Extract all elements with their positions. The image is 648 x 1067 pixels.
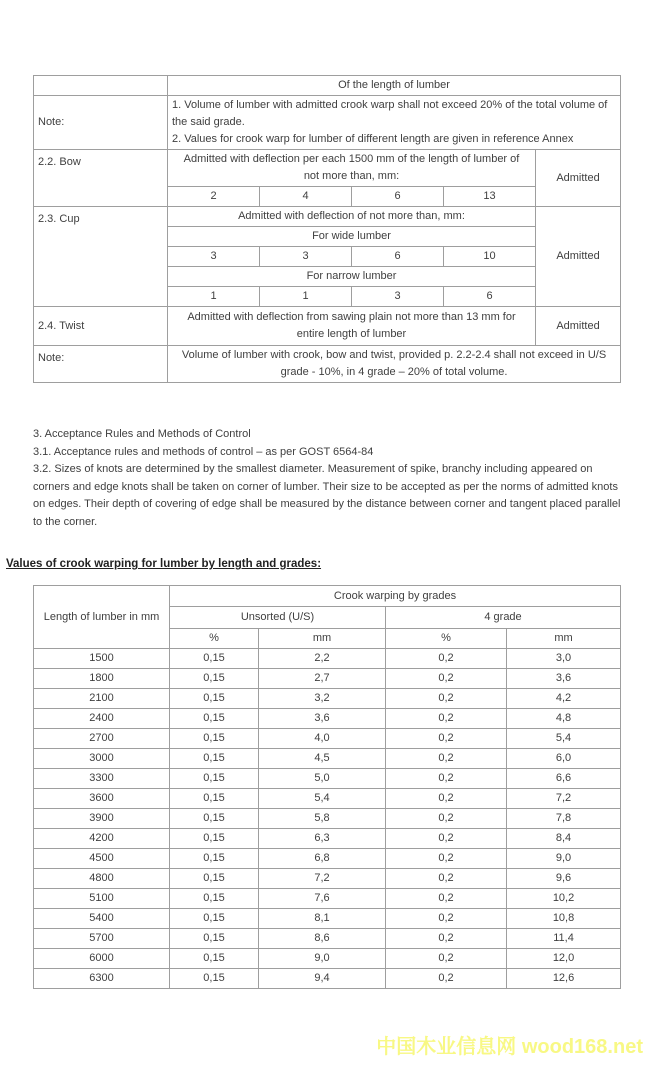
- table-cell: 0,15: [170, 669, 259, 689]
- section-3-1: 3.1. Acceptance rules and methods of control – as per GOST 6564-84: [33, 445, 374, 458]
- table-row: [34, 829, 621, 849]
- table-cell: 0,15: [170, 809, 259, 829]
- table-cell: 0,15: [170, 849, 259, 869]
- section-3-title: 3. Acceptance Rules and Methods of Control: [33, 428, 251, 440]
- table-row: [34, 809, 621, 829]
- table-cell: 5100: [34, 889, 170, 909]
- spec-row-note2: [34, 346, 621, 383]
- spec-bow-value: 6: [352, 187, 444, 207]
- spec-row-length: [34, 76, 621, 96]
- table-cell: 6000: [34, 949, 170, 969]
- spec-cup-wide-value: 3: [168, 247, 260, 267]
- crook-header-row-1: [34, 586, 621, 607]
- spec-table: [33, 75, 621, 383]
- table-cell: 0,2: [386, 689, 507, 709]
- table-row: [34, 689, 621, 709]
- spec-row-note1: [34, 96, 621, 150]
- table-cell: 0,2: [386, 909, 507, 929]
- table-cell: 0,15: [170, 649, 259, 669]
- table-cell: 8,6: [259, 929, 386, 949]
- table-row: [34, 769, 621, 789]
- section-3-text: [33, 426, 621, 531]
- spec-bow-value: 13: [444, 187, 536, 207]
- table-cell: 3,6: [259, 709, 386, 729]
- table-cell: 9,0: [507, 849, 621, 869]
- table-cell: 5,0: [259, 769, 386, 789]
- unit-percent-header: %: [386, 629, 507, 649]
- table-cell: 6,6: [507, 769, 621, 789]
- table-cell: 3,6: [507, 669, 621, 689]
- table-cell: 0,2: [386, 669, 507, 689]
- table-cell: 0,2: [386, 769, 507, 789]
- table-cell: 5700: [34, 929, 170, 949]
- unit-percent-header: %: [170, 629, 259, 649]
- spec-cup-narrow-value: 3: [352, 287, 444, 307]
- table-cell: 0,2: [386, 789, 507, 809]
- spec-cup-desc: Admitted with deflection of not more than, mm:: [168, 207, 536, 227]
- table-cell: 4,8: [507, 709, 621, 729]
- crook-table: [33, 585, 621, 989]
- table-cell: 4,0: [259, 729, 386, 749]
- table-cell: 1800: [34, 669, 170, 689]
- unit-mm-header: mm: [259, 629, 386, 649]
- table-row: [34, 869, 621, 889]
- spec-cup-label: 2.3. Cup: [34, 207, 168, 307]
- spec-row-twist: [34, 307, 621, 346]
- spec-bow-admitted: Admitted: [536, 150, 621, 207]
- table-cell: 0,2: [386, 749, 507, 769]
- table-cell: 0,15: [170, 969, 259, 989]
- crook-grades-header: Crook warping by grades: [170, 586, 621, 607]
- table-cell: 5400: [34, 909, 170, 929]
- table-cell: 0,2: [386, 649, 507, 669]
- spec-cup-wide-value: 3: [260, 247, 352, 267]
- table-cell: 7,2: [507, 789, 621, 809]
- spec-note1-label: Note:: [34, 96, 168, 150]
- table-cell: 2100: [34, 689, 170, 709]
- table-cell: 0,2: [386, 969, 507, 989]
- table-cell: 0,15: [170, 929, 259, 949]
- table-cell: 0,15: [170, 769, 259, 789]
- table-cell: 6,8: [259, 849, 386, 869]
- unit-mm-header: mm: [507, 629, 621, 649]
- table-cell: 0,15: [170, 829, 259, 849]
- crook-unsorted-header: Unsorted (U/S): [170, 607, 386, 629]
- crook-table-body: [34, 649, 621, 989]
- table-cell: 0,2: [386, 869, 507, 889]
- table-row: [34, 749, 621, 769]
- table-cell: 0,2: [386, 709, 507, 729]
- watermark-text: 中国木业信息网 wood168.net: [376, 1036, 643, 1058]
- spec-twist-desc: Admitted with deflection from sawing plain not more than 13 mm for entire length of lumber: [168, 307, 536, 346]
- table-cell: 7,2: [259, 869, 386, 889]
- spec-twist-admitted: Admitted: [536, 307, 621, 346]
- table-cell: 4200: [34, 829, 170, 849]
- table-cell: 0,15: [170, 949, 259, 969]
- spec-length-header: Of the length of lumber: [168, 76, 621, 96]
- table-cell: 3900: [34, 809, 170, 829]
- table-cell: 4,5: [259, 749, 386, 769]
- spec-cup-wide-value: 10: [444, 247, 536, 267]
- table-row: [34, 789, 621, 809]
- spec-cup-wide-label: For wide lumber: [168, 227, 536, 247]
- spec-bow-value: 2: [168, 187, 260, 207]
- table-cell: 9,4: [259, 969, 386, 989]
- table-cell: 2400: [34, 709, 170, 729]
- spec-note1-text: [168, 96, 621, 150]
- table-cell: 12,6: [507, 969, 621, 989]
- table-cell: 12,0: [507, 949, 621, 969]
- spec-note2-text: Volume of lumber with crook, bow and twist, provided p. 2.2-2.4 shall not exceed in U/S grade - 10%, in 4 grade – 20% of total volume.: [168, 346, 621, 383]
- table-cell: 9,6: [507, 869, 621, 889]
- spec-note1-line1: 1. Volume of lumber with admitted crook warp shall not exceed 20% of the total volume of the said grade.: [172, 99, 608, 128]
- table-cell: 10,2: [507, 889, 621, 909]
- table-cell: 5,4: [259, 789, 386, 809]
- table-cell: 0,2: [386, 929, 507, 949]
- spec-cup-narrow-label: For narrow lumber: [168, 267, 536, 287]
- table-row: [34, 709, 621, 729]
- table-cell: 6,3: [259, 829, 386, 849]
- spec-empty-cell: [34, 76, 168, 96]
- table-cell: 3600: [34, 789, 170, 809]
- section-3-2: 3.2. Sizes of knots are determined by the smallest diameter. Measurement of spike, branchy including appeared on corners and edge knots shall be taken on corner of lumber. Their size to be accepted as per the norms of admitted knots on edges. Their depth of covering of edge shall be measured by the distance between corner and tangent placed parallel to the corner.: [33, 463, 621, 528]
- table-row: [34, 969, 621, 989]
- table-cell: 0,15: [170, 689, 259, 709]
- spec-twist-label: 2.4. Twist: [34, 307, 168, 346]
- table-cell: 2700: [34, 729, 170, 749]
- spec-cup-wide-value: 6: [352, 247, 444, 267]
- table-cell: 7,8: [507, 809, 621, 829]
- table-row: [34, 949, 621, 969]
- table-cell: 8,4: [507, 829, 621, 849]
- table-row: [34, 649, 621, 669]
- table-cell: 0,2: [386, 889, 507, 909]
- spec-bow-label: 2.2. Bow: [34, 150, 168, 207]
- table-cell: 0,15: [170, 789, 259, 809]
- table-cell: 3300: [34, 769, 170, 789]
- spec-note2-label: Note:: [34, 346, 168, 383]
- table-cell: 0,2: [386, 849, 507, 869]
- table-cell: 5,4: [507, 729, 621, 749]
- table-cell: 8,1: [259, 909, 386, 929]
- table-row: [34, 729, 621, 749]
- table-cell: 2,2: [259, 649, 386, 669]
- spec-cup-narrow-value: 1: [168, 287, 260, 307]
- table-cell: 0,15: [170, 869, 259, 889]
- spec-cup-narrow-value: 1: [260, 287, 352, 307]
- spec-bow-value: 4: [260, 187, 352, 207]
- spec-row-cup: [34, 207, 621, 227]
- table-cell: 9,0: [259, 949, 386, 969]
- table-cell: 0,2: [386, 809, 507, 829]
- table-cell: 11,4: [507, 929, 621, 949]
- table-cell: 7,6: [259, 889, 386, 909]
- values-heading: Values of crook warping for lumber by length and grades:: [6, 558, 322, 570]
- table-cell: 6,0: [507, 749, 621, 769]
- table-cell: 4500: [34, 849, 170, 869]
- table-row: [34, 889, 621, 909]
- table-cell: 2,7: [259, 669, 386, 689]
- table-row: [34, 929, 621, 949]
- table-cell: 0,15: [170, 889, 259, 909]
- crook-col-length-header: Length of lumber in mm: [34, 586, 170, 649]
- table-row: [34, 669, 621, 689]
- table-cell: 0,15: [170, 909, 259, 929]
- crook-table-head: [34, 586, 621, 649]
- table-cell: 0,15: [170, 729, 259, 749]
- table-cell: 3,2: [259, 689, 386, 709]
- table-cell: 0,2: [386, 829, 507, 849]
- table-cell: 5,8: [259, 809, 386, 829]
- spec-cup-admitted: Admitted: [536, 207, 621, 307]
- table-cell: 0,15: [170, 709, 259, 729]
- table-cell: 3,0: [507, 649, 621, 669]
- table-cell: 1500: [34, 649, 170, 669]
- crook-grade4-header: 4 grade: [386, 607, 621, 629]
- table-cell: 4800: [34, 869, 170, 889]
- table-cell: 0,15: [170, 749, 259, 769]
- spec-note1-line2: 2. Values for crook warp for lumber of different length are given in reference Annex: [172, 133, 574, 145]
- spec-cup-narrow-value: 6: [444, 287, 536, 307]
- table-cell: 0,2: [386, 729, 507, 749]
- table-row: [34, 909, 621, 929]
- spec-bow-desc: Admitted with deflection per each 1500 mm of the length of lumber of not more than, mm:: [168, 150, 536, 187]
- table-cell: 0,2: [386, 949, 507, 969]
- table-cell: 10,8: [507, 909, 621, 929]
- table-row: [34, 849, 621, 869]
- table-cell: 3000: [34, 749, 170, 769]
- spec-row-bow: [34, 150, 621, 187]
- table-cell: 4,2: [507, 689, 621, 709]
- table-cell: 6300: [34, 969, 170, 989]
